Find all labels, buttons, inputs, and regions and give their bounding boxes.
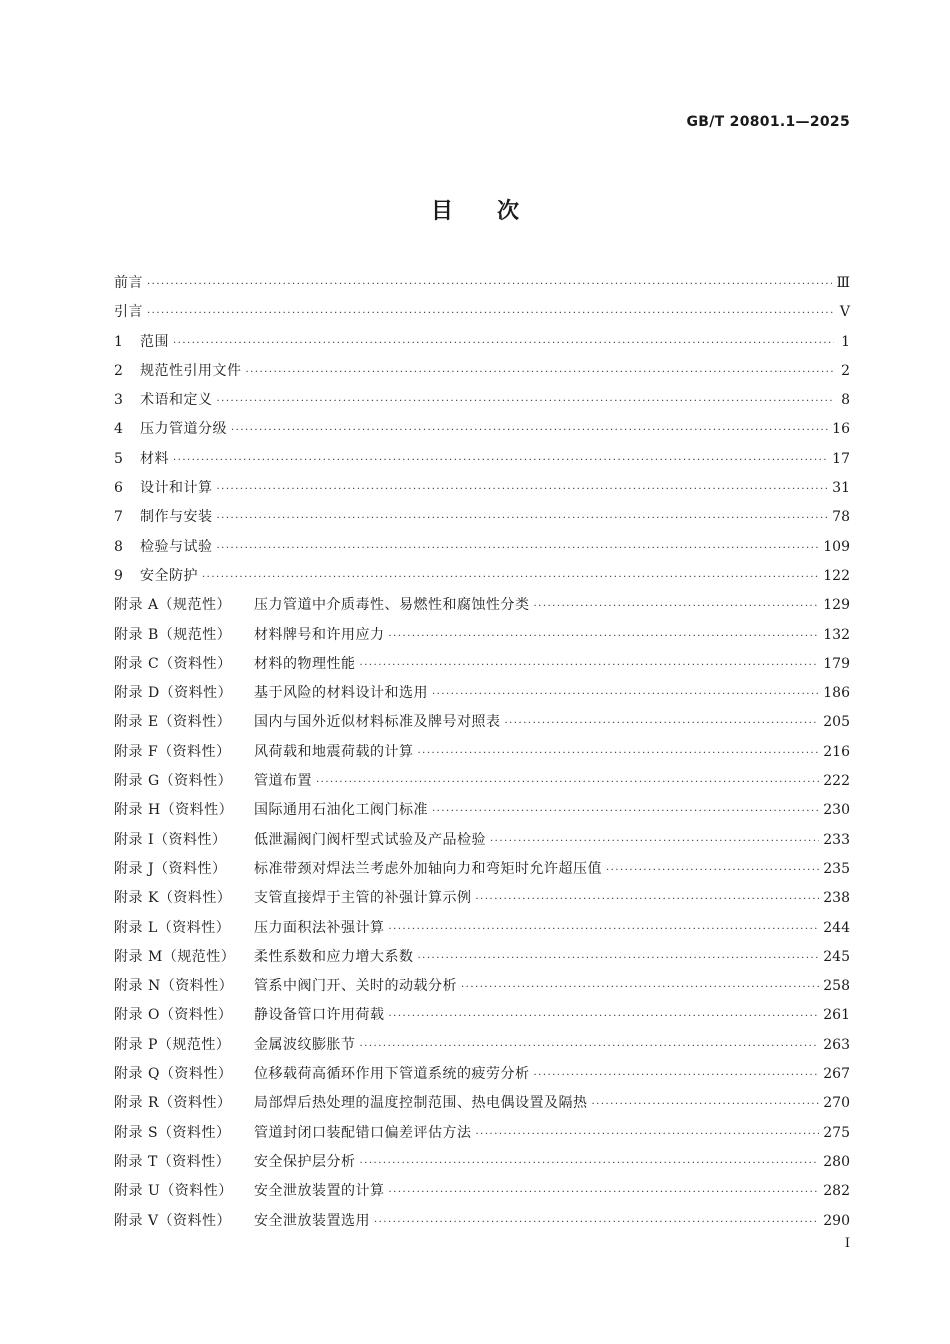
page-title: 目次 bbox=[430, 199, 563, 224]
toc-entry-title: 检验与试验 bbox=[140, 538, 213, 555]
dot-leader bbox=[476, 885, 820, 914]
toc-entry-title: 风荷载和地震荷载的计算 bbox=[254, 743, 414, 760]
toc-page-number: 109 bbox=[823, 538, 850, 555]
toc-entry[interactable] bbox=[114, 796, 850, 825]
toc-entry-title: 引言 bbox=[114, 304, 143, 321]
toc-entry[interactable] bbox=[114, 328, 850, 357]
toc-entry-title: 国内与国外近似材料标准及牌号对照表 bbox=[254, 714, 501, 731]
toc-entry[interactable] bbox=[114, 269, 850, 298]
toc-entry-title: 低泄漏阀门阀杆型式试验及产品检验 bbox=[254, 831, 486, 848]
toc-annex-prefix: 附录 K（资料性） bbox=[114, 890, 232, 907]
toc-entry-title: 安全防护 bbox=[140, 567, 198, 584]
toc-page-number: 235 bbox=[823, 860, 850, 877]
toc-entry-label bbox=[114, 1177, 385, 1206]
dot-leader bbox=[147, 299, 834, 328]
toc-page-number: 233 bbox=[823, 831, 850, 848]
dot-leader bbox=[534, 592, 820, 621]
toc-page-number: 1 bbox=[841, 333, 850, 350]
table-of-contents bbox=[114, 269, 850, 1236]
toc-entry-title: 范围 bbox=[140, 333, 169, 350]
toc-page-number: 258 bbox=[823, 978, 850, 995]
toc-entry-label bbox=[114, 796, 428, 825]
toc-entry-title: 压力面积法补强计算 bbox=[254, 919, 385, 936]
toc-entry-title: 支管直接焊于主管的补强计算示例 bbox=[254, 890, 472, 907]
toc-entry[interactable] bbox=[114, 1177, 850, 1206]
toc-page-number: 275 bbox=[823, 1124, 850, 1141]
toc-entry[interactable] bbox=[114, 533, 850, 562]
toc-entry-label bbox=[114, 884, 472, 913]
toc-entry[interactable] bbox=[114, 1089, 850, 1118]
toc-annex-prefix: 附录 H（资料性） bbox=[114, 802, 234, 819]
toc-page-number: 230 bbox=[823, 802, 850, 819]
toc-page-number: 267 bbox=[823, 1066, 850, 1083]
toc-annex-prefix: 附录 L（资料性） bbox=[114, 919, 231, 936]
page-number: Ⅰ bbox=[844, 1236, 850, 1251]
dot-leader bbox=[389, 622, 820, 651]
toc-entry-label bbox=[114, 1089, 588, 1118]
toc-entry-label bbox=[114, 445, 169, 474]
toc-entry[interactable] bbox=[114, 767, 850, 796]
dot-leader bbox=[246, 358, 835, 387]
toc-entry-label bbox=[114, 943, 414, 972]
toc-entry[interactable] bbox=[114, 1119, 850, 1148]
toc-entry-label bbox=[114, 767, 312, 796]
toc-entry[interactable] bbox=[114, 386, 850, 415]
toc-entry-title: 规范性引用文件 bbox=[140, 362, 242, 379]
toc-entry[interactable] bbox=[114, 708, 850, 737]
toc-entry[interactable] bbox=[114, 503, 850, 532]
toc-entry-label bbox=[114, 1207, 370, 1236]
toc-page-number: 245 bbox=[823, 948, 850, 965]
dot-leader bbox=[606, 856, 819, 885]
toc-entry-label bbox=[114, 738, 414, 767]
toc-page-number: 244 bbox=[823, 919, 850, 936]
toc-section-number: 4 bbox=[114, 421, 124, 438]
toc-entry-title: 材料 bbox=[140, 450, 169, 467]
dot-leader bbox=[173, 446, 828, 475]
toc-section-number: 6 bbox=[114, 480, 124, 497]
toc-entry-label bbox=[114, 298, 143, 327]
toc-entry-label bbox=[114, 1119, 472, 1148]
toc-page-number: 205 bbox=[823, 714, 850, 731]
toc-entry[interactable] bbox=[114, 884, 850, 913]
toc-entry-title: 压力管道分级 bbox=[140, 421, 227, 438]
toc-annex-prefix: 附录 P（规范性） bbox=[114, 1036, 231, 1053]
dot-leader bbox=[418, 739, 820, 768]
toc-entry[interactable] bbox=[114, 415, 850, 444]
toc-annex-prefix: 附录 N（资料性） bbox=[114, 978, 234, 995]
toc-entry-label bbox=[114, 708, 501, 737]
toc-entry-title: 安全泄放装置的计算 bbox=[254, 1183, 385, 1200]
toc-page-number: 122 bbox=[823, 567, 850, 584]
toc-annex-prefix: 附录 U（资料性） bbox=[114, 1183, 233, 1200]
toc-section-number: 8 bbox=[114, 538, 124, 555]
dot-leader bbox=[461, 973, 819, 1002]
dot-leader bbox=[490, 827, 819, 856]
toc-entry-title: 前言 bbox=[114, 275, 143, 291]
toc-entry[interactable] bbox=[114, 1031, 850, 1060]
toc-entry[interactable] bbox=[114, 943, 850, 972]
toc-section-number: 9 bbox=[114, 567, 124, 584]
toc-annex-prefix: 附录 R（资料性） bbox=[114, 1095, 232, 1112]
toc-entry[interactable] bbox=[114, 357, 850, 386]
toc-entry-title: 安全保护层分析 bbox=[254, 1153, 356, 1170]
dot-leader bbox=[316, 768, 819, 797]
toc-annex-prefix: 附录 J（资料性） bbox=[114, 860, 227, 877]
toc-entry-label bbox=[114, 386, 213, 415]
toc-entry-label bbox=[114, 328, 169, 357]
toc-entry-title: 压力管道中介质毒性、易燃性和腐蚀性分类 bbox=[254, 597, 530, 614]
toc-entry[interactable] bbox=[114, 826, 850, 855]
toc-page-number: 8 bbox=[841, 392, 850, 409]
toc-page-number: 261 bbox=[823, 1007, 850, 1024]
dot-leader bbox=[432, 797, 819, 826]
toc-entry-title: 材料的物理性能 bbox=[254, 655, 356, 672]
toc-page-number: 263 bbox=[823, 1036, 850, 1053]
toc-entry-label bbox=[114, 621, 385, 650]
toc-entry-label bbox=[114, 914, 385, 943]
toc-entry-title: 管道布置 bbox=[254, 773, 312, 790]
toc-page-number: 290 bbox=[823, 1212, 850, 1229]
toc-entry-label bbox=[114, 1148, 356, 1177]
toc-entry-label bbox=[114, 855, 602, 884]
toc-entry[interactable] bbox=[114, 298, 850, 327]
toc-page-number: 31 bbox=[832, 480, 850, 497]
toc-page-number: 16 bbox=[832, 421, 850, 438]
toc-page-number: 132 bbox=[823, 626, 850, 643]
dot-leader bbox=[432, 680, 819, 709]
toc-entry[interactable] bbox=[114, 1207, 850, 1236]
toc-page-number: 17 bbox=[832, 450, 850, 467]
toc-annex-prefix: 附录 V（资料性） bbox=[114, 1212, 232, 1229]
toc-entry[interactable] bbox=[114, 591, 850, 620]
toc-page-number: Ⅴ bbox=[839, 304, 850, 321]
toc-entry-title: 国际通用石油化工阀门标准 bbox=[254, 802, 428, 819]
toc-entry[interactable] bbox=[114, 972, 850, 1001]
toc-entry-title: 安全泄放装置选用 bbox=[254, 1212, 370, 1229]
toc-entry-title: 制作与安装 bbox=[140, 509, 213, 526]
dot-leader bbox=[374, 1208, 819, 1237]
dot-leader bbox=[217, 534, 820, 563]
toc-page-number: 280 bbox=[823, 1153, 850, 1170]
dot-leader bbox=[389, 1178, 820, 1207]
toc-annex-prefix: 附录 B（规范性） bbox=[114, 626, 232, 643]
dot-leader bbox=[360, 651, 820, 680]
toc-entry-title: 设计和计算 bbox=[140, 480, 213, 497]
toc-entry-label bbox=[114, 826, 486, 855]
dot-leader bbox=[217, 475, 829, 504]
toc-entry[interactable] bbox=[114, 621, 850, 650]
toc-entry[interactable] bbox=[114, 650, 850, 679]
toc-entry[interactable] bbox=[114, 1001, 850, 1030]
dot-leader bbox=[534, 1061, 820, 1090]
toc-annex-prefix: 附录 D（资料性） bbox=[114, 685, 233, 702]
toc-section-number: 3 bbox=[114, 392, 124, 409]
toc-annex-prefix: 附录 Q（资料性） bbox=[114, 1066, 233, 1083]
toc-annex-prefix: 附录 A（规范性） bbox=[114, 597, 232, 614]
toc-entry-label bbox=[114, 591, 530, 620]
toc-page-number: 216 bbox=[823, 743, 850, 760]
toc-page-number: 282 bbox=[823, 1183, 850, 1200]
toc-entry-label bbox=[114, 269, 143, 298]
toc-section-number: 7 bbox=[114, 509, 124, 526]
dot-leader bbox=[360, 1032, 820, 1061]
toc-entry-label bbox=[114, 1060, 530, 1089]
toc-annex-prefix: 附录 F（资料性） bbox=[114, 743, 231, 760]
toc-annex-prefix: 附录 G（资料性） bbox=[114, 773, 233, 790]
dot-leader bbox=[389, 915, 820, 944]
standard-number: GB/T 20801.1—2025 bbox=[686, 114, 850, 130]
toc-page-number: Ⅲ bbox=[836, 275, 850, 291]
dot-leader bbox=[173, 329, 834, 358]
dot-leader bbox=[418, 944, 820, 973]
toc-entry-label bbox=[114, 562, 198, 591]
toc-entry-title: 柔性系数和应力增大系数 bbox=[254, 948, 414, 965]
toc-annex-prefix: 附录 T（资料性） bbox=[114, 1153, 231, 1170]
dot-leader bbox=[231, 416, 828, 445]
toc-entry-title: 管系中阀门开、关时的动载分析 bbox=[254, 978, 457, 995]
dot-leader bbox=[592, 1090, 820, 1119]
toc-entry-label bbox=[114, 679, 428, 708]
toc-entry-label bbox=[114, 1031, 356, 1060]
toc-entry-title: 术语和定义 bbox=[140, 392, 213, 409]
toc-annex-prefix: 附录 S（资料性） bbox=[114, 1124, 231, 1141]
toc-page-number: 270 bbox=[823, 1095, 850, 1112]
toc-entry[interactable] bbox=[114, 738, 850, 767]
toc-entry-label bbox=[114, 415, 227, 444]
dot-leader bbox=[202, 563, 819, 592]
toc-entry-label bbox=[114, 357, 242, 386]
toc-page-number: 78 bbox=[832, 509, 850, 526]
toc-page-number: 179 bbox=[823, 655, 850, 672]
toc-entry-label bbox=[114, 1001, 385, 1030]
toc-entry[interactable] bbox=[114, 445, 850, 474]
dot-leader bbox=[217, 504, 829, 533]
toc-entry-label bbox=[114, 533, 213, 562]
toc-entry-label bbox=[114, 972, 457, 1001]
dot-leader bbox=[505, 709, 820, 738]
toc-page-number: 186 bbox=[823, 685, 850, 702]
toc-entry-label bbox=[114, 503, 213, 532]
toc-annex-prefix: 附录 M（规范性） bbox=[114, 948, 236, 965]
toc-entry-title: 静设备管口许用荷载 bbox=[254, 1007, 385, 1024]
toc-entry-title: 基于风险的材料设计和选用 bbox=[254, 685, 428, 702]
toc-entry-title: 材料牌号和许用应力 bbox=[254, 626, 385, 643]
toc-entry[interactable] bbox=[114, 1060, 850, 1089]
toc-entry-title: 金属波纹膨胀节 bbox=[254, 1036, 356, 1053]
toc-annex-prefix: 附录 C（资料性） bbox=[114, 655, 232, 672]
toc-page-number: 129 bbox=[823, 597, 850, 614]
toc-entry-label bbox=[114, 650, 356, 679]
toc-entry[interactable] bbox=[114, 914, 850, 943]
dot-leader bbox=[360, 1149, 820, 1178]
toc-annex-prefix: 附录 I（资料性） bbox=[114, 831, 227, 848]
toc-entry-title: 标准带颈对焊法兰考虑外加轴向力和弯矩时允许超压值 bbox=[254, 860, 602, 877]
toc-page-number: 2 bbox=[841, 362, 850, 379]
dot-leader bbox=[217, 387, 835, 416]
toc-page-number: 238 bbox=[823, 890, 850, 907]
toc-annex-prefix: 附录 E（资料性） bbox=[114, 714, 232, 731]
toc-entry-title: 局部焊后热处理的温度控制范围、热电偶设置及隔热 bbox=[254, 1095, 588, 1112]
toc-section-number: 5 bbox=[114, 450, 124, 467]
toc-entry[interactable] bbox=[114, 1148, 850, 1177]
toc-section-number: 1 bbox=[114, 333, 124, 350]
dot-leader bbox=[389, 1002, 820, 1031]
toc-entry[interactable] bbox=[114, 562, 850, 591]
toc-annex-prefix: 附录 O（资料性） bbox=[114, 1007, 233, 1024]
toc-entry[interactable] bbox=[114, 474, 850, 503]
toc-entry[interactable] bbox=[114, 679, 850, 708]
dot-leader bbox=[147, 270, 832, 299]
toc-entry-title: 位移载荷高循环作用下管道系统的疲劳分析 bbox=[254, 1066, 530, 1083]
toc-page-number: 222 bbox=[823, 773, 850, 790]
toc-section-number: 2 bbox=[114, 362, 124, 379]
dot-leader bbox=[476, 1120, 820, 1149]
toc-entry[interactable] bbox=[114, 855, 850, 884]
toc-entry-title: 管道封闭口装配错口偏差评估方法 bbox=[254, 1124, 472, 1141]
toc-entry-label bbox=[114, 474, 213, 503]
